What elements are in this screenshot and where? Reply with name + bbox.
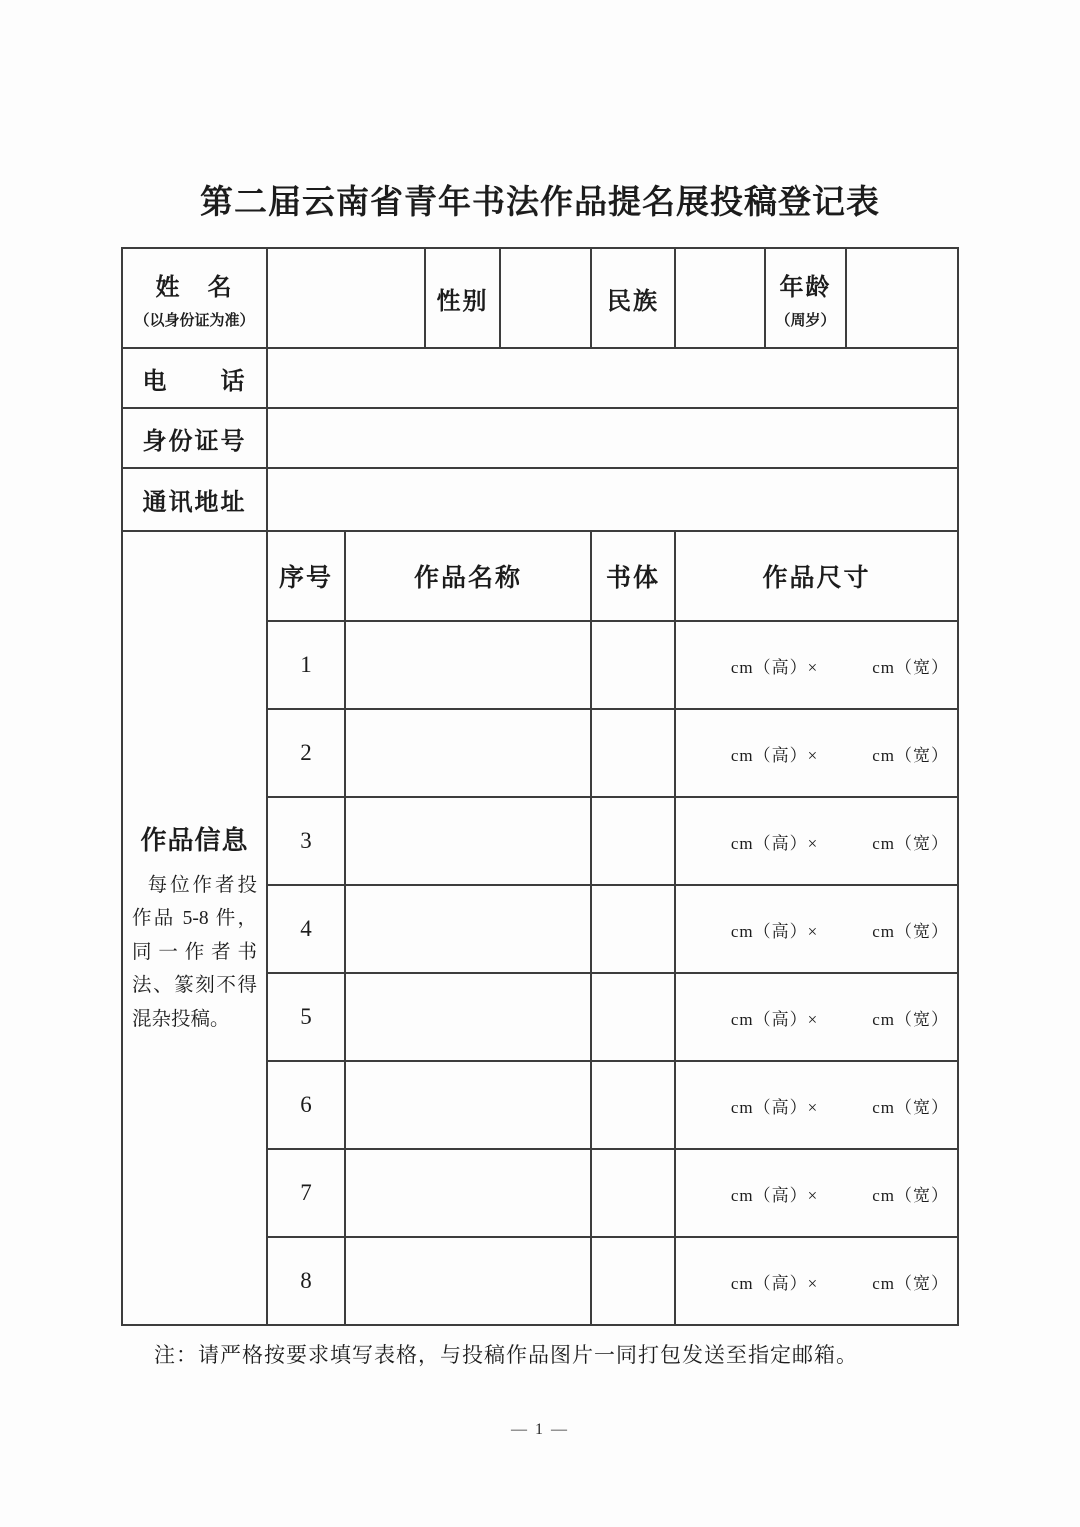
work-name-field <box>345 1237 591 1325</box>
work-style-field <box>591 1061 675 1149</box>
work-name-field <box>345 797 591 885</box>
address-field <box>267 468 958 531</box>
name-field <box>267 248 425 348</box>
id-label-cell <box>122 408 267 468</box>
work-index: 8 <box>267 1237 345 1325</box>
work-size-field: cm（高）× cm（宽） <box>675 1061 958 1149</box>
row-id-number <box>122 408 958 468</box>
work-style-field <box>591 797 675 885</box>
age-label-cell <box>765 248 846 348</box>
work-name-field <box>345 885 591 973</box>
work-size-field: cm（高）× cm（宽） <box>675 885 958 973</box>
row-phone <box>122 348 958 408</box>
col-header-index: 序号 <box>267 531 345 621</box>
name-sublabel: （以身份证为准） <box>134 312 255 329</box>
col-header-script-style: 书体 <box>591 531 675 621</box>
work-index: 3 <box>267 797 345 885</box>
works-section-label: 作品信息 <box>140 825 249 855</box>
work-index: 2 <box>267 709 345 797</box>
work-size-field: cm（高）× cm（宽） <box>675 973 958 1061</box>
work-size-field: cm（高）× cm（宽） <box>675 709 958 797</box>
ethnicity-label-cell <box>591 248 675 348</box>
work-name-field <box>345 1061 591 1149</box>
page-title: 第二届云南省青年书法作品提名展投稿登记表 <box>200 185 880 221</box>
registration-table <box>121 247 959 1326</box>
work-name-field <box>345 973 591 1061</box>
work-name-field <box>345 709 591 797</box>
footer-note: 注：请严格按要求填写表格，与投稿作品图片一同打包发送至指定邮箱。 <box>154 1343 858 1367</box>
work-style-field <box>591 621 675 709</box>
work-style-field <box>591 709 675 797</box>
works-info-cell <box>122 531 267 1325</box>
works-section-note: 每位作者投作品 5-8 件，同一作者书法、篆刻不得混杂投稿。 <box>132 874 257 1030</box>
work-style-field <box>591 973 675 1061</box>
work-name-field <box>345 1149 591 1237</box>
work-index: 1 <box>267 621 345 709</box>
work-style-field <box>591 1149 675 1237</box>
gender-label-cell <box>425 248 500 348</box>
work-style-field <box>591 885 675 973</box>
work-style-field <box>591 1237 675 1325</box>
gender-label: 性别 <box>436 288 489 315</box>
phone-field <box>267 348 958 408</box>
work-size-field: cm（高）× cm（宽） <box>675 1149 958 1237</box>
age-sublabel: （周岁） <box>775 312 836 329</box>
name-label: 姓 名 <box>155 274 234 301</box>
name-label-cell <box>122 248 267 348</box>
phone-label-cell <box>122 348 267 408</box>
work-size-field: cm（高）× cm（宽） <box>675 1237 958 1325</box>
col-header-work-size: 作品尺寸 <box>675 531 958 621</box>
ethnicity-field <box>675 248 765 348</box>
age-field <box>846 248 958 348</box>
address-label-cell <box>122 468 267 531</box>
col-header-work-name: 作品名称 <box>345 531 591 621</box>
phone-label: 电 话 <box>142 368 247 395</box>
id-number-field <box>267 408 958 468</box>
work-index: 7 <box>267 1149 345 1237</box>
works-header-row <box>122 531 958 621</box>
ethnicity-label: 民族 <box>607 288 659 315</box>
gender-field <box>500 248 591 348</box>
work-index: 4 <box>267 885 345 973</box>
address-label: 通讯地址 <box>142 490 247 516</box>
work-size-field: cm（高）× cm（宽） <box>675 621 958 709</box>
id-label: 身份证号 <box>142 428 247 455</box>
work-size-field: cm（高）× cm（宽） <box>675 797 958 885</box>
age-label: 年龄 <box>779 274 832 301</box>
work-index: 6 <box>267 1061 345 1149</box>
work-index: 5 <box>267 973 345 1061</box>
row-identity <box>122 248 958 348</box>
page-number: — 1 — <box>511 1421 569 1438</box>
row-address <box>122 468 958 531</box>
work-name-field <box>345 621 591 709</box>
